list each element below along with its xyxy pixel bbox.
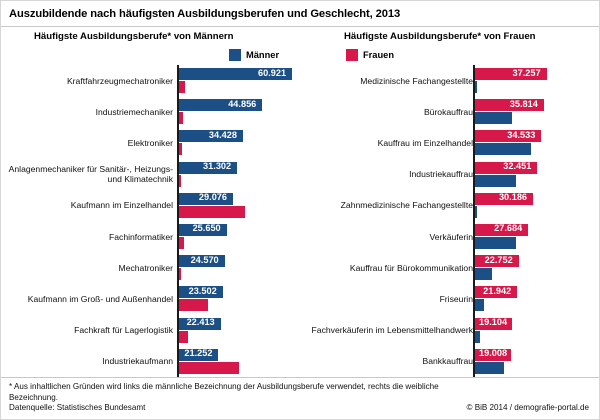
bar-row	[301, 346, 600, 377]
credit-note: © BiB 2014 / demografie-portal.de	[466, 403, 589, 412]
bar-value-label: 24.570	[190, 254, 219, 265]
bar-group	[179, 190, 297, 221]
legend-swatch-men-icon	[229, 49, 241, 61]
bar-value-label: 27.684	[494, 223, 523, 234]
bar-row	[1, 283, 301, 314]
bar-secondary	[475, 206, 477, 218]
bar-secondary	[475, 175, 516, 187]
bar-group	[475, 283, 597, 314]
category-label: Zahnmedizinische Fachangestellte	[340, 200, 473, 211]
bar-secondary	[179, 112, 183, 124]
bar-value-label: 19.008	[479, 348, 508, 359]
bar-group	[179, 221, 297, 252]
bar-secondary	[475, 112, 512, 124]
bar-rows-women	[301, 65, 600, 377]
bar-secondary	[179, 362, 239, 374]
bar-group	[179, 346, 297, 377]
bar-row	[301, 252, 600, 283]
bar-secondary	[475, 299, 484, 311]
bar-value-label: 34.428	[208, 129, 237, 140]
divider-bottom	[1, 377, 599, 378]
panel-title-women: Häufigste Ausbildungsberufe* von Frauen	[344, 31, 536, 42]
bar-value-label: 19.104	[479, 317, 508, 327]
bar-secondary	[179, 143, 182, 155]
legend-swatch-women-icon	[346, 49, 358, 61]
bar-secondary	[475, 81, 477, 93]
category-label: Industriekaufmann	[102, 356, 173, 367]
bar-value-label: 37.257	[512, 67, 541, 78]
bar-value-label: 23.502	[188, 285, 217, 296]
bar-row	[1, 346, 301, 377]
bar-secondary	[475, 143, 531, 155]
bar-value-label: 22.752	[484, 254, 513, 265]
bar-row	[1, 190, 301, 221]
bar-row	[301, 190, 600, 221]
bar-row	[301, 96, 600, 127]
category-label: Medizinische Fachangestellte	[360, 75, 473, 86]
legend-women	[346, 49, 394, 61]
bar-value-label: 25.650	[192, 223, 221, 234]
divider-top	[1, 26, 599, 27]
bar-group	[179, 65, 297, 96]
chart-panel-women	[301, 65, 600, 377]
bar-group	[475, 346, 597, 377]
bar-group	[475, 221, 597, 252]
bar-value-label: 31.302	[203, 161, 232, 172]
bar-row	[1, 159, 301, 190]
bar-row	[301, 221, 600, 252]
bar-secondary	[475, 237, 516, 249]
bar-value-label: 21.252	[184, 348, 213, 359]
bar-group	[475, 127, 597, 158]
bar-value-label: 21.942	[483, 285, 512, 296]
bar-row	[301, 127, 600, 158]
bar-value-label: 44.856	[228, 98, 257, 109]
bar-row	[301, 283, 600, 314]
bar-group	[179, 96, 297, 127]
bar-group	[475, 252, 597, 283]
bar-row	[1, 252, 301, 283]
bar-row	[1, 221, 301, 252]
bar-group	[475, 65, 597, 96]
bar-rows-men	[1, 65, 301, 377]
bar-group	[475, 190, 597, 221]
category-label: Fachverkäuferin im Lebensmittelhandwerk	[311, 325, 473, 336]
source-note: Datenquelle: Statistisches Bundesamt	[9, 403, 146, 412]
bar-secondary	[179, 268, 181, 280]
bar-group	[179, 315, 297, 346]
footnote: * Aus inhaltlichen Gründen wird links die männliche Bezeichnung der Ausbildungsberufe verwendet, rechts die weibliche Bezeichnung.	[9, 382, 439, 402]
legend-label-women: Frauen	[363, 50, 394, 60]
bar-value-label: 30.186	[498, 192, 528, 203]
bar-group	[179, 252, 297, 283]
category-label: Kaufmann im Einzelhandel	[70, 200, 173, 211]
page-title: Auszubildende nach häufigsten Ausbildungsberufen und Geschlecht, 2013	[9, 8, 401, 20]
bar-value-label: 60.921	[257, 67, 287, 78]
category-label: Industriekauffrau	[409, 169, 473, 180]
category-label: Elektroniker	[127, 137, 173, 148]
category-label: Mechatroniker	[118, 262, 173, 273]
bar-value-label: 29.076	[198, 192, 228, 203]
bar-secondary	[179, 331, 188, 343]
category-label: Anlagenmechaniker für Sanitär-, Heizungs- und Klimatechnik	[8, 164, 173, 185]
bar-secondary	[179, 206, 245, 218]
category-label: Fachkraft für Lagerlogistik	[74, 325, 173, 336]
bar-row	[301, 315, 600, 346]
category-label: Fachinformatiker	[109, 231, 173, 242]
bar-group	[475, 159, 597, 190]
bar-secondary	[475, 331, 480, 343]
category-label: Verkäuferin	[429, 231, 473, 242]
category-label: Friseurin	[439, 293, 473, 304]
category-label: Bankkauffrau	[422, 356, 473, 367]
bar-secondary	[179, 299, 208, 311]
bar-row	[301, 65, 600, 96]
bar-row	[1, 127, 301, 158]
bar-value-label: 22.413	[186, 317, 215, 327]
panel-title-men: Häufigste Ausbildungsberufe* von Männern	[34, 31, 234, 42]
bar-row	[1, 315, 301, 346]
chart-panel-men	[1, 65, 301, 377]
bar-group	[179, 283, 297, 314]
bar-group	[179, 127, 297, 158]
bar-secondary	[179, 81, 185, 93]
bar-secondary	[475, 268, 492, 280]
bar-group	[475, 315, 597, 346]
bar-row	[1, 96, 301, 127]
bar-value-label: 32.451	[503, 161, 532, 172]
category-label: Kaufmann im Groß- und Außenhandel	[27, 293, 173, 304]
bar-secondary	[179, 237, 184, 249]
bar-secondary	[475, 362, 504, 374]
legend-label-men: Männer	[246, 50, 280, 60]
category-label: Kauffrau für Bürokommunikation	[349, 262, 473, 273]
bar-row	[1, 65, 301, 96]
category-label: Industriemechaniker	[95, 106, 173, 117]
bar-group	[179, 159, 297, 190]
category-label: Kraftfahrzeugmechatroniker	[66, 75, 173, 86]
category-label: Bürokauffrau	[423, 106, 473, 117]
bar-secondary	[179, 175, 181, 187]
bar-group	[475, 96, 597, 127]
category-label: Kauffrau im Einzelhandel	[377, 137, 473, 148]
bar-row	[301, 159, 600, 190]
bar-value-label: 35.814	[509, 98, 538, 109]
legend-men	[229, 49, 279, 61]
bar-value-label: 34.533	[507, 129, 536, 140]
